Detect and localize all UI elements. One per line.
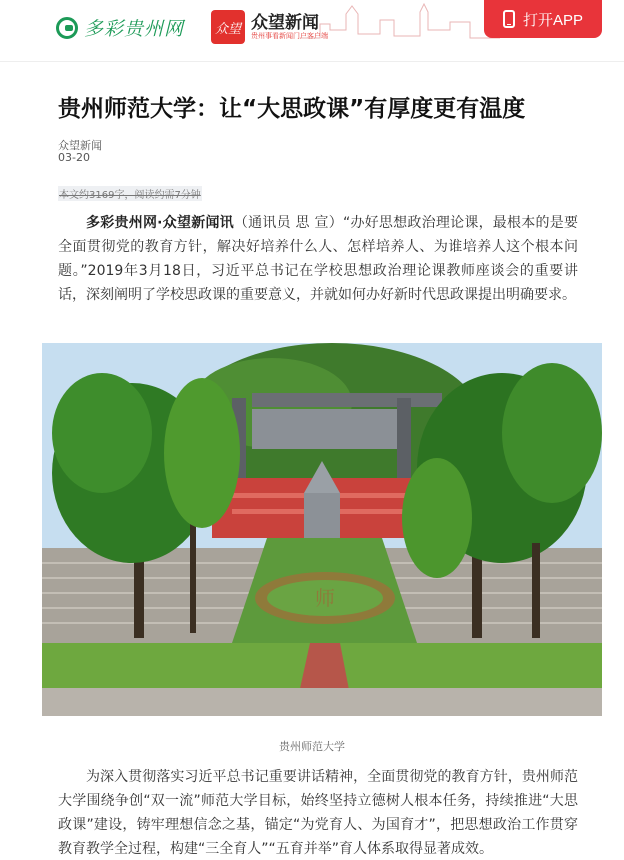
phone-icon: [503, 10, 515, 28]
article-paragraph-1: [58, 211, 578, 307]
article-source: 众望新闻: [58, 139, 102, 152]
logo2-subtitle: 贵州事看新闻门户客户端: [251, 31, 328, 40]
logo1-text: 多彩贵州网: [84, 18, 185, 40]
campus-illustration: [42, 343, 602, 716]
article-date: 03-20: [58, 151, 90, 164]
reading-info: 本文约3169字，阅读约需7分钟: [58, 186, 202, 201]
svg-text:师: 师: [315, 586, 335, 610]
g-logo-icon: [56, 17, 78, 39]
campus-photo[interactable]: [42, 343, 602, 716]
open-app-button[interactable]: [484, 0, 602, 38]
paragraph-lead: 多彩贵州网·众望新闻讯: [86, 215, 234, 231]
article-title: 贵州师范大学：让“大思政课”有厚度更有温度: [58, 96, 526, 122]
skyline-decoration: [300, 0, 500, 40]
zhongwang-logo-icon: 众望: [211, 10, 245, 44]
duocai-guizhou-logo[interactable]: [56, 14, 184, 41]
article-paragraph-2: 为深入贯彻落实习近平总书记重要讲话精神，全面贯彻党的教育方针，贵州师范大学围绕争创“双一流”师范大学目标，始终坚持立德树人根本任务，持续推进“大思政课”建设，铸牢理想信念之基，锚定“为党育人、为国育才”，把思想政治工作贯穿教育教学全过程，构建“三全育人”“五育并举”育人体系取得显著成效。: [58, 769, 578, 857]
photo-caption: 贵州师范大学: [279, 740, 345, 753]
open-app-label: 打开APP: [522, 11, 583, 29]
top-bar: [0, 0, 624, 62]
zhongwang-news-logo[interactable]: [211, 10, 328, 44]
logo2-name: 众望新闻: [251, 12, 319, 33]
paragraph-1-text: （通讯员 思 宣）“办好思想政治理论课，最根本的是要全面贯彻党的教育方针，解决好培养什么人、怎样培养人、为谁培养人这个根本问题。”2019年3月18日，习近平总书记在学校思想政治理论课教师座谈会的重要讲话，深刻阐明了学校思政课的重要意义，并就如何办好新时代思政课提出明确要求。: [58, 215, 578, 303]
